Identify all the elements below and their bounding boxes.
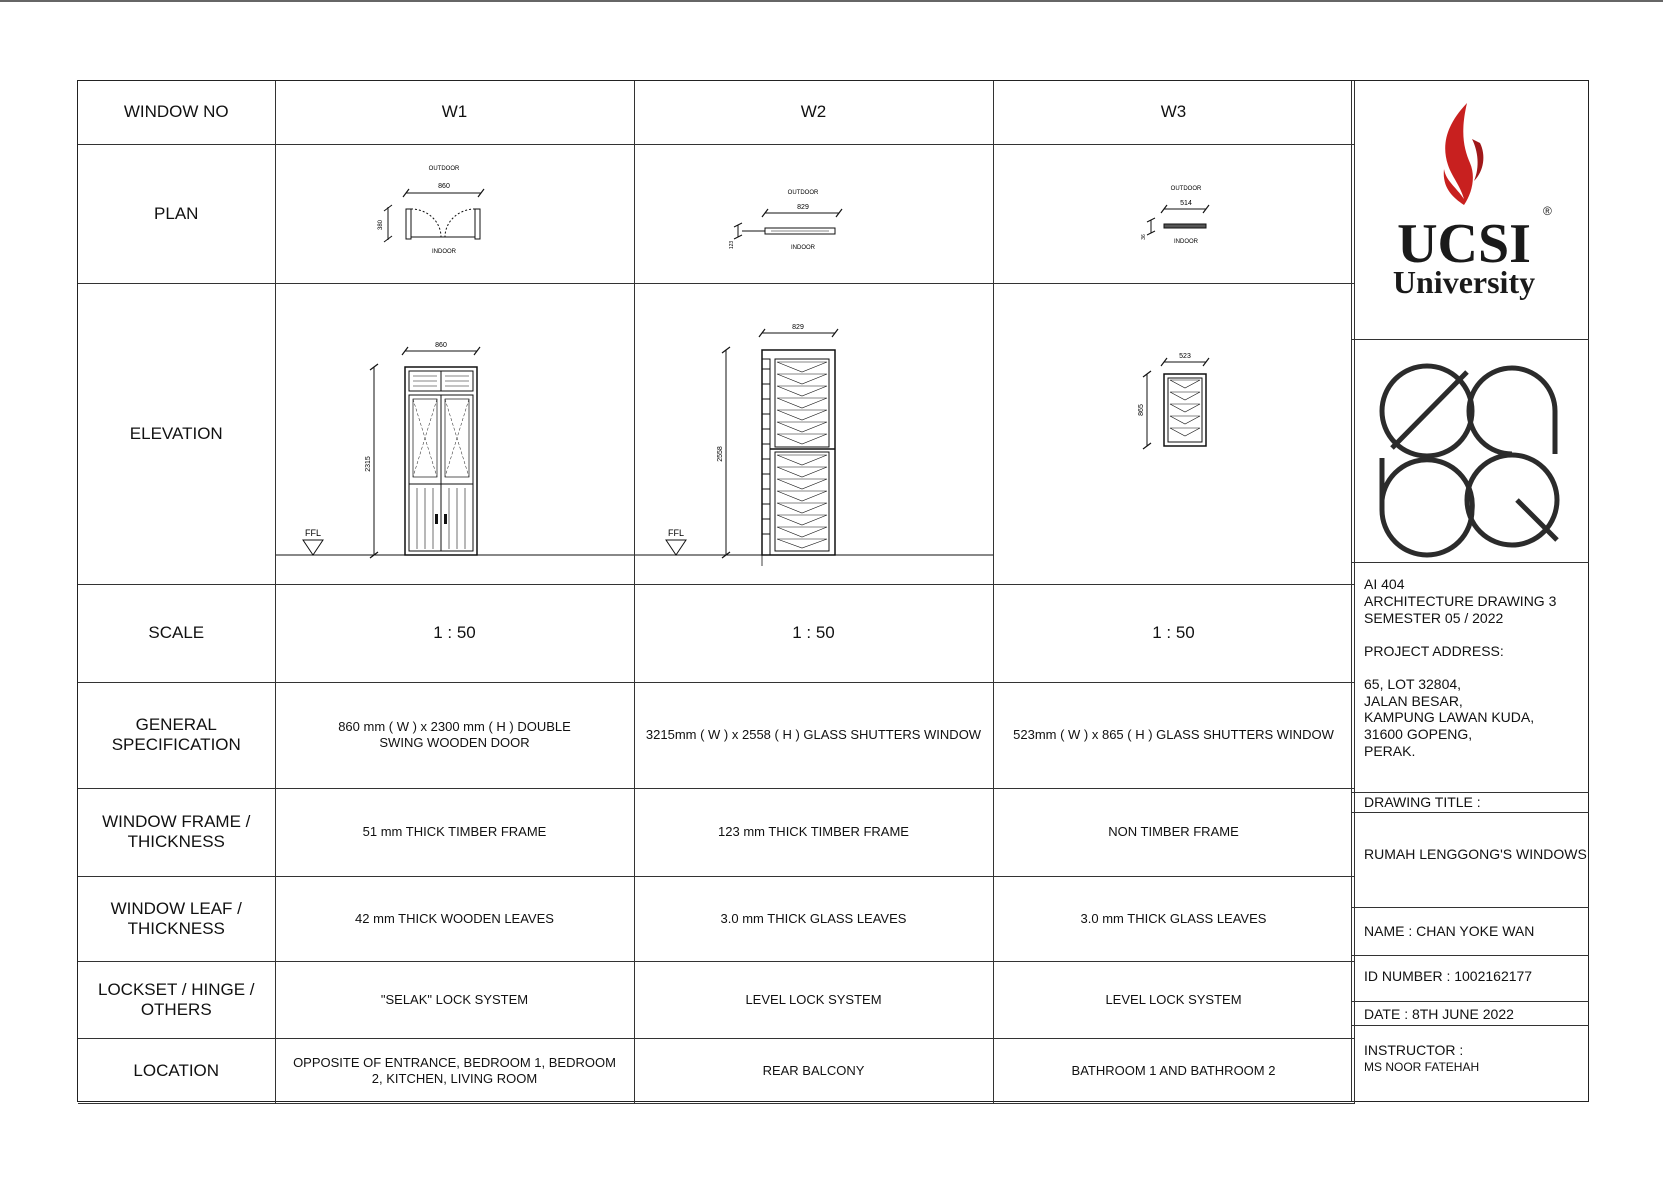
plan-w2-cell	[634, 144, 993, 283]
monogram-panel	[1352, 340, 1589, 563]
plan-w1-drawing	[276, 145, 634, 283]
elevation-w2-cell	[634, 283, 993, 584]
label-leaf: WINDOW LEAF / THICKNESS	[78, 876, 275, 961]
drawing-title-label: DRAWING TITLE :	[1364, 794, 1481, 810]
spec-w3: 523mm ( W ) x 865 ( H ) GLASS SHUTTERS WINDOW	[993, 682, 1354, 788]
semester: SEMESTER 05 / 2022	[1364, 610, 1504, 626]
elevation-w1-width-dim: 860	[434, 341, 447, 349]
row-frame	[78, 788, 1354, 876]
scale-w1: 1 : 50	[275, 584, 634, 682]
label-lockset: LOCKSET / HINGE / OTHERS	[78, 961, 275, 1038]
logo-sub: University	[1392, 264, 1536, 300]
address-label: PROJECT ADDRESS:	[1364, 643, 1504, 659]
elevation-w2-drawing	[635, 284, 993, 584]
frame-w1: 51 mm THICK TIMBER FRAME	[275, 788, 634, 876]
elevation-w2-ffl: FFL	[667, 527, 684, 538]
student-name: NAME : CHAN YOKE WAN	[1364, 923, 1535, 939]
row-scale	[78, 584, 1354, 682]
scale-w2: 1 : 50	[634, 584, 993, 682]
row-plan	[78, 144, 1354, 283]
lockset-w2: LEVEL LOCK SYSTEM	[634, 961, 993, 1038]
monogram-logo	[1352, 340, 1589, 563]
label-frame: WINDOW FRAME / THICKNESS	[78, 788, 275, 876]
location-w1: OPPOSITE OF ENTRANCE, BEDROOM 1, BEDROOM 2, KITCHEN, LIVING ROOM	[275, 1038, 634, 1103]
address-line-3: KAMPUNG LAWAN KUDA,	[1364, 709, 1535, 725]
lockset-w1: "SELAK" LOCK SYSTEM	[275, 961, 634, 1038]
id-cell	[1352, 956, 1589, 1002]
row-location	[78, 1038, 1354, 1103]
row-window-no	[78, 81, 1354, 144]
plan-w3-width-dim: 514	[1179, 199, 1192, 207]
header-w1: W1	[275, 81, 634, 144]
label-plan: PLAN	[78, 144, 275, 283]
elevation-w1-ffl: FFL	[304, 527, 321, 538]
drawing-title: RUMAH LENGGONG'S WINDOWS	[1364, 846, 1587, 862]
header-w2: W2	[634, 81, 993, 144]
address-line-2: JALAN BESAR,	[1364, 693, 1463, 709]
plan-w1-depth-dim: 380	[377, 219, 384, 230]
row-leaf	[78, 876, 1354, 961]
address-line-5: PERAK.	[1364, 743, 1416, 759]
elevation-w3-height-dim: 865	[1137, 403, 1145, 416]
row-elevation	[78, 283, 1354, 584]
instructor-label: INSTRUCTOR :	[1364, 1042, 1464, 1058]
leaf-w1: 42 mm THICK WOODEN LEAVES	[275, 876, 634, 961]
spec-w1: 860 mm ( W ) x 2300 mm ( H ) DOUBLE SWING WOODEN DOOR	[275, 682, 634, 788]
frame-w3: NON TIMBER FRAME	[993, 788, 1354, 876]
drawing-title-label-cell	[1352, 793, 1589, 813]
course-code: AI 404	[1364, 576, 1405, 592]
name-cell	[1352, 908, 1589, 956]
label-scale: SCALE	[78, 584, 275, 682]
lockset-w3: LEVEL LOCK SYSTEM	[993, 961, 1354, 1038]
ucsi-logo-panel	[1352, 81, 1589, 340]
plan-w1-indoor: INDOOR	[431, 248, 456, 255]
plan-w2-drawing	[635, 145, 993, 283]
label-general-spec: GENERAL SPECIFICATION	[78, 682, 275, 788]
elevation-w3-drawing	[994, 284, 1354, 584]
title-block	[1351, 81, 1589, 1101]
plan-w2-width-dim: 829	[796, 203, 809, 211]
scale-w3: 1 : 50	[993, 584, 1354, 682]
elevation-w1-drawing	[276, 284, 634, 584]
address-line-1: 65, LOT 32804,	[1364, 676, 1462, 692]
course-name: ARCHITECTURE DRAWING 3	[1364, 593, 1557, 609]
label-window-no: WINDOW NO	[78, 81, 275, 144]
location-w2: REAR BALCONY	[634, 1038, 993, 1103]
plan-w3-cell	[993, 144, 1354, 283]
drawing-sheet	[77, 80, 1589, 1102]
elevation-w3-width-dim: 523	[1178, 352, 1191, 360]
student-id: ID NUMBER : 1002162177	[1364, 968, 1533, 984]
plan-w3-drawing	[994, 145, 1354, 283]
label-location: LOCATION	[78, 1038, 275, 1103]
elevation-w3-cell	[993, 283, 1354, 584]
plan-w2-indoor: INDOOR	[790, 244, 815, 251]
elevation-w2-height-dim: 2558	[716, 445, 724, 462]
frame-w2: 123 mm THICK TIMBER FRAME	[634, 788, 993, 876]
label-elevation: ELEVATION	[78, 283, 275, 584]
top-border-line	[0, 0, 1663, 2]
plan-w1-cell	[275, 144, 634, 283]
project-info-panel	[1352, 563, 1589, 793]
row-lockset	[78, 961, 1354, 1038]
elevation-w1-height-dim: 2315	[364, 455, 372, 472]
instructor-cell	[1352, 1026, 1589, 1101]
leaf-w3: 3.0 mm THICK GLASS LEAVES	[993, 876, 1354, 961]
plan-w3-indoor: INDOOR	[1173, 238, 1198, 245]
elevation-w1-cell	[275, 283, 634, 584]
plan-w3-depth-dim: 36	[1140, 233, 1147, 240]
address-line-4: 31600 GOPENG,	[1364, 726, 1473, 742]
leaf-w2: 3.0 mm THICK GLASS LEAVES	[634, 876, 993, 961]
plan-w3-outdoor: OUTDOOR	[1170, 185, 1201, 192]
ucsi-logo	[1352, 81, 1589, 340]
row-general-spec	[78, 682, 1354, 788]
date-cell	[1352, 1002, 1589, 1026]
plan-w1-width-dim: 860	[437, 182, 450, 190]
logo-reg: ®	[1543, 204, 1552, 218]
plan-w2-outdoor: OUTDOOR	[787, 189, 818, 196]
elevation-w2-width-dim: 829	[791, 323, 804, 331]
window-schedule-table	[78, 81, 1355, 1104]
instructor-name: MS NOOR FATEHAH	[1364, 1060, 1480, 1074]
plan-w1-outdoor: OUTDOOR	[428, 165, 459, 172]
spec-w2: 3215mm ( W ) x 2558 ( H ) GLASS SHUTTERS WINDOW	[634, 682, 993, 788]
logo-text: UCSI	[1397, 213, 1531, 275]
location-w3: BATHROOM 1 AND BATHROOM 2	[993, 1038, 1354, 1103]
header-w3: W3	[993, 81, 1354, 144]
plan-w2-depth-dim: 123	[728, 240, 735, 249]
drawing-date: DATE : 8TH JUNE 2022	[1364, 1006, 1514, 1022]
drawing-title-cell	[1352, 813, 1589, 908]
